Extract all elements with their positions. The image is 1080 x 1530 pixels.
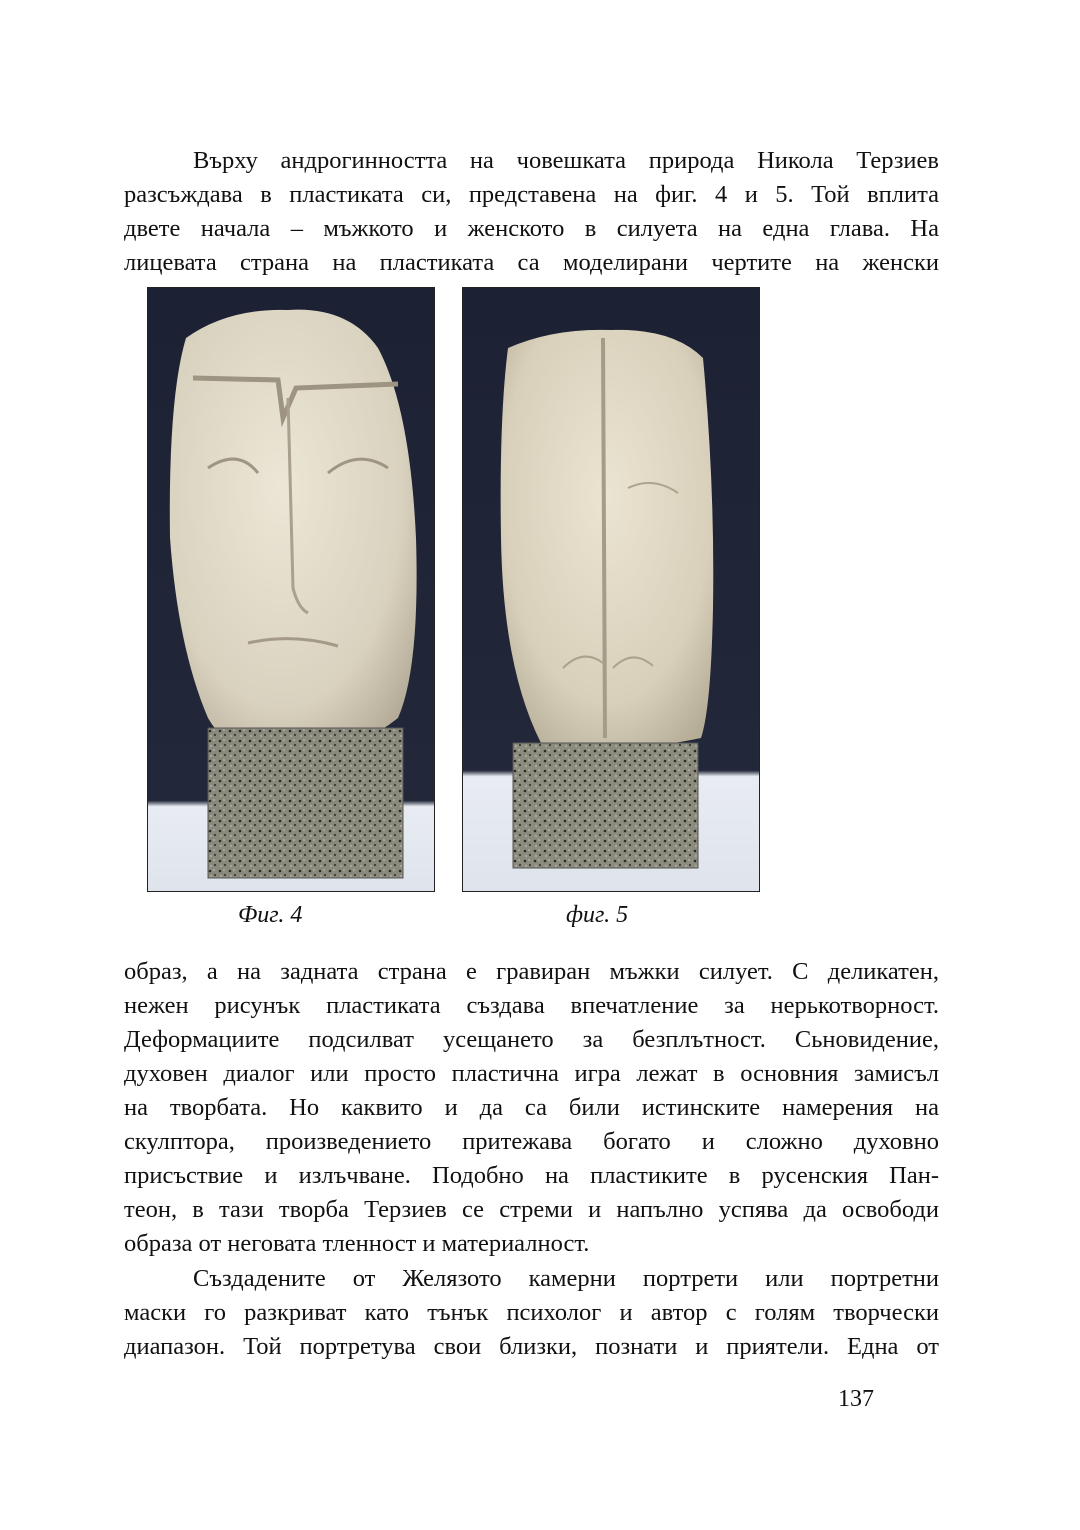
text-line: маски го разкриват като тънък психолог и автор с голям творчески — [124, 1299, 939, 1326]
figure-4-caption: Фиг. 4 — [238, 902, 303, 928]
text-line: скулптора, произведението притежава богато и сложно духовно — [124, 1128, 939, 1155]
text-line: диапазон. Той портретува свои близки, познати и приятели. Една от — [124, 1333, 939, 1360]
paragraph-3 — [124, 1262, 939, 1364]
page-number: 137 — [838, 1386, 874, 1412]
sculpture-photo-back — [462, 287, 760, 892]
paragraph-1 — [124, 144, 939, 280]
text-line: на творбата. Но каквито и да са били истинските намерения на — [124, 1094, 939, 1121]
text-line: нежен рисунък пластиката създава впечатление за нерькотворност. — [124, 992, 939, 1019]
text-line: Върху андрогинността на човешката природа Никола Терзиев — [193, 147, 939, 174]
text-line: образ, а на задната страна е гравиран мъжки силует. С деликатен, — [124, 958, 939, 985]
paragraph-2 — [124, 955, 939, 1261]
text-line: лицевата страна на пластиката са моделирани чертите на женски — [124, 249, 939, 276]
text-line: присъствие и излъчване. Подобно на пластиките в русенския Пан- — [124, 1162, 939, 1189]
text-line: образа от неговата тленност и материалност. — [124, 1230, 590, 1257]
text-line: двете начала – мъжкото и женското в силуета на една глава. На — [124, 215, 939, 242]
figure-5-caption: фиг. 5 — [566, 902, 629, 928]
sculpture-photo-front — [147, 287, 435, 892]
text-line: Деформациите подсилват усещането за безплътност. Сьновидение, — [124, 1026, 939, 1053]
text-line: духовен диалог или просто пластична игра лежат в основния замисъл — [124, 1060, 939, 1087]
text-line: разсъждава в пластиката си, представена на фиг. 4 и 5. Той вплита — [124, 181, 939, 208]
text-line: Създадените от Желязото камерни портрети или портретни — [193, 1265, 939, 1292]
text-line: теон, в тази творба Терзиев се стреми и напълно успява да освободи — [124, 1196, 939, 1223]
